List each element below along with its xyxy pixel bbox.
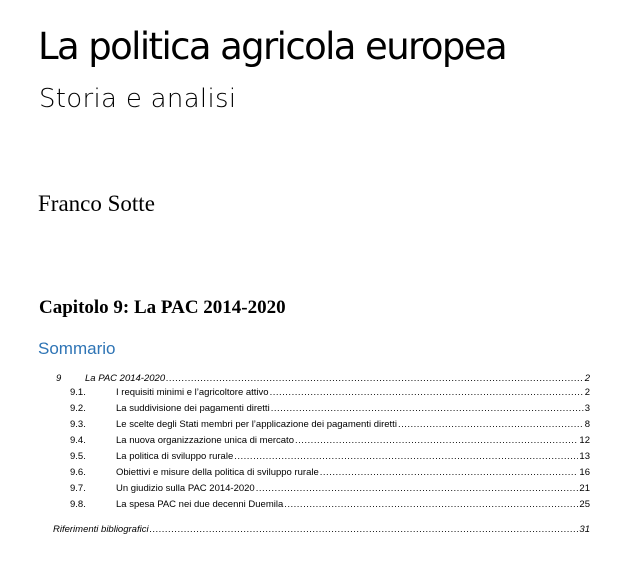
toc-section-number: 9.2.: [70, 403, 86, 414]
toc-section-title: La spesa PAC nei due decenni Duemila: [116, 499, 284, 510]
toc-section-number: 9.1.: [70, 387, 86, 398]
toc-dot-leader: [234, 450, 578, 464]
toc-section-entry[interactable]: [70, 482, 590, 496]
toc-section-entry[interactable]: [70, 450, 590, 464]
toc-section-number: 9.6.: [70, 467, 86, 478]
toc-page-number: 25: [579, 499, 590, 510]
toc-section-title: La suddivisione dei pagamenti diretti: [116, 403, 270, 414]
toc-section-title: I requisiti minimi e l’agricoltore attivo: [116, 387, 269, 398]
author-name: Franco Sotte: [38, 191, 155, 216]
toc-dot-leader: [295, 434, 578, 448]
toc-section-entry[interactable]: [70, 402, 590, 416]
toc-section-title: La nuova organizzazione unica di mercato: [116, 435, 294, 446]
toc-dot-leader: [256, 482, 579, 496]
toc-page-number: 3: [584, 403, 590, 414]
toc-page-number: 31: [579, 524, 590, 535]
toc-section-number: 9.3.: [70, 419, 86, 430]
toc-page-number: 16: [579, 467, 590, 478]
toc-section-number: 9.5.: [70, 451, 86, 462]
toc-page-number: 21: [579, 483, 590, 494]
toc-dot-leader: [166, 372, 584, 386]
toc-chapter-entry[interactable]: [56, 372, 590, 386]
chapter-heading: Capitolo 9: La PAC 2014-2020: [39, 297, 286, 318]
toc-chapter-title: La PAC 2014-2020: [85, 373, 166, 384]
toc-section-entry[interactable]: [70, 386, 590, 400]
toc-page-number: 2: [584, 387, 590, 398]
toc-section-number: 9.4.: [70, 435, 86, 446]
toc-page-number: 13: [579, 451, 590, 462]
toc-dot-leader: [271, 402, 584, 416]
toc-section-entry[interactable]: [70, 418, 590, 432]
toc-section-entry[interactable]: [70, 498, 590, 512]
toc-page-number: 2: [584, 373, 590, 384]
toc-section-title: Obiettivi e misure della politica di sviluppo rurale: [116, 467, 319, 478]
toc-section-number: 9.7.: [70, 483, 86, 494]
toc-references-entry[interactable]: [53, 523, 590, 537]
document-title: La politica agricola europea: [38, 25, 507, 68]
toc-dot-leader: [320, 466, 579, 480]
toc-section-entry[interactable]: [70, 466, 590, 480]
toc-section-title: Le scelte degli Stati membri per l’applicazione dei pagamenti diretti: [116, 419, 397, 430]
toc-references-title: Riferimenti bibliografici: [53, 524, 149, 535]
toc-dot-leader: [284, 498, 578, 512]
toc-section-entry[interactable]: [70, 434, 590, 448]
toc-heading: Sommario: [38, 339, 116, 358]
toc-chapter-number: 9: [56, 373, 62, 384]
document-subtitle: Storia e analisi: [39, 84, 237, 114]
toc-section-title: La politica di sviluppo rurale: [116, 451, 234, 462]
toc-section-title: Un giudizio sulla PAC 2014-2020: [116, 483, 255, 494]
toc-section-number: 9.8.: [70, 499, 86, 510]
toc-dot-leader: [270, 386, 584, 400]
toc-page-number: 8: [584, 419, 590, 430]
toc-page-number: 12: [579, 435, 590, 446]
toc-dot-leader: [150, 523, 579, 537]
toc-dot-leader: [398, 418, 584, 432]
